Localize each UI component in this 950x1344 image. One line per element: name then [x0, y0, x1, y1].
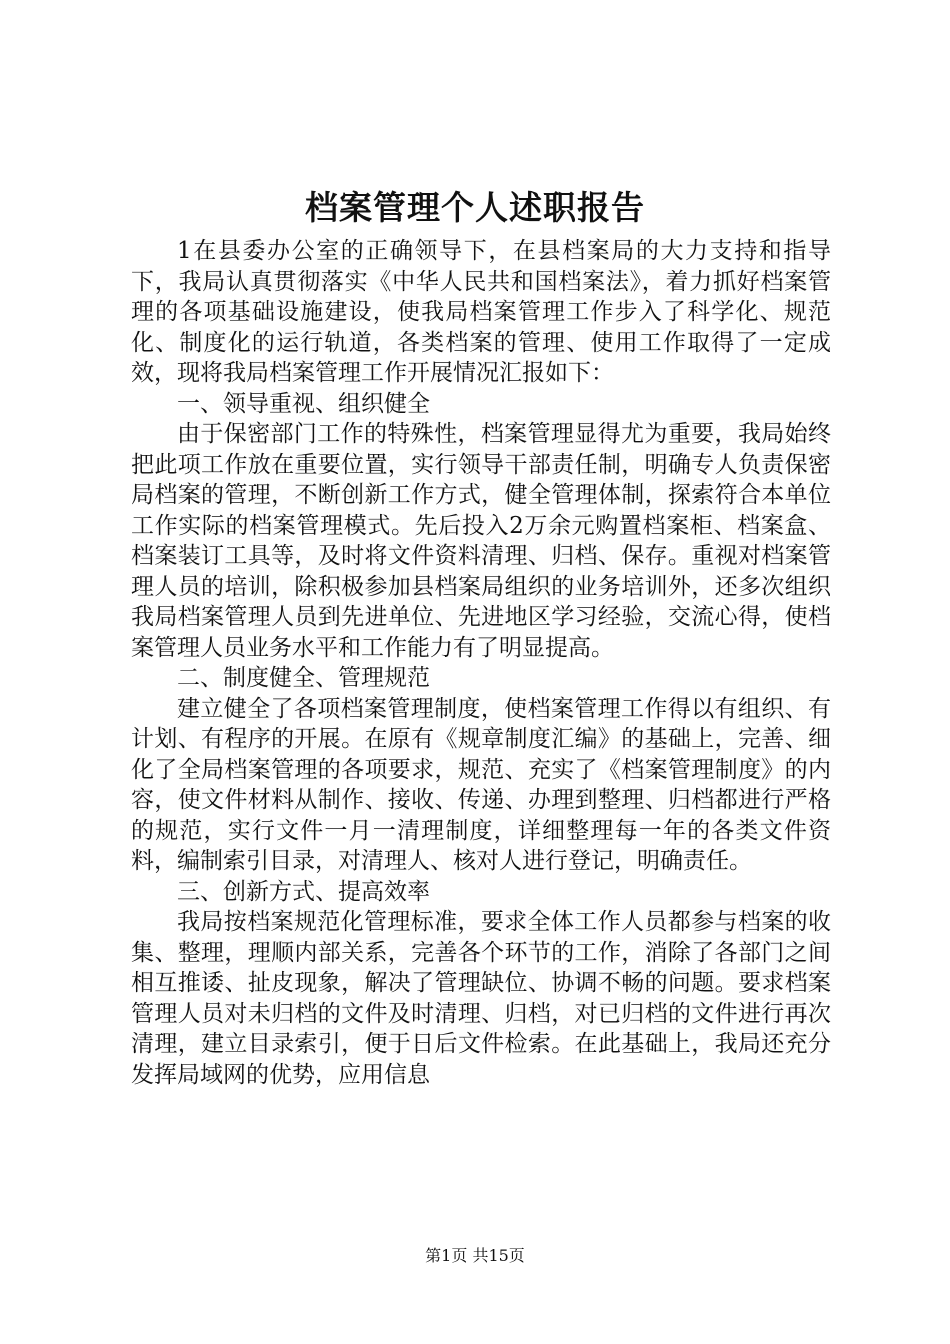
paragraph-section-1: 由于保密部门工作的特殊性，档案管理显得尤为重要，我局始终把此项工作放在重要位置，实行领导干部责任制，明确专人负责保密局档案的管理，不断创新工作方式，健全管理体制，探索符合本单位工作实际的档案管理模式。先后投入2万余元购置档案柜、档案盒、档案装订工具等，及时将文件资料清理、归档、保存。重视对档案管理人员的培训，除积极参加县档案局组织的业务培训外，还多次组织我局档案管理人员到先进单位、先进地区学习经验，交流心得，使档案管理人员业务水平和工作能力有了明显提高。 [131, 421, 831, 661]
document-body [131, 236, 831, 1090]
section-heading-2: 二、制度健全、管理规范 [177, 665, 430, 691]
document-title: 档案管理个人述职报告 [305, 188, 645, 227]
section-heading-1: 一、领导重视、组织健全 [177, 390, 430, 417]
paragraph-intro: 1在县委办公室的正确领导下，在县档案局的大力支持和指导下，我局认真贯彻落实《中华人民共和国档案法》，着力抓好档案管理的各项基础设施建设，使我局档案管理工作步入了科学化、规范化、制度化的运行轨道，各类档案的管理、使用工作取得了一定成效，现将我局档案管理工作开展情况汇报如下： [131, 238, 831, 386]
paragraph-section-2: 建立健全了各项档案管理制度，使档案管理工作得以有组织、有计划、有程序的开展。在原有《规章制度汇编》的基础上，完善、细化了全局档案管理的各项要求，规范、充实了《档案管理制度》的内容，使文件材料从制作、接收、传递、办理到整理、归档都进行严格的规范，实行文件一月一清理制度，详细整理每一年的各类文件资料，编制索引目录，对清理人、核对人进行登记，明确责任。 [131, 695, 831, 874]
section-heading-3: 三、创新方式、提高效率 [177, 878, 430, 905]
page-number-footer: 第1页 共15页 [425, 1246, 525, 1265]
paragraph-section-3: 我局按档案规范化管理标准，要求全体工作人员都参与档案的收集、整理，理顺内部关系，完善各个环节的工作，消除了各部门之间相互推诿、扯皮现象，解决了管理缺位、协调不畅的问题。要求档案管理人员对未归档的文件及时清理、归档，对已归档的文件进行再次清理，建立目录索引，便于日后文件检索。在此基础上，我局还充分发挥局域网的优势，应用信息 [131, 909, 831, 1088]
